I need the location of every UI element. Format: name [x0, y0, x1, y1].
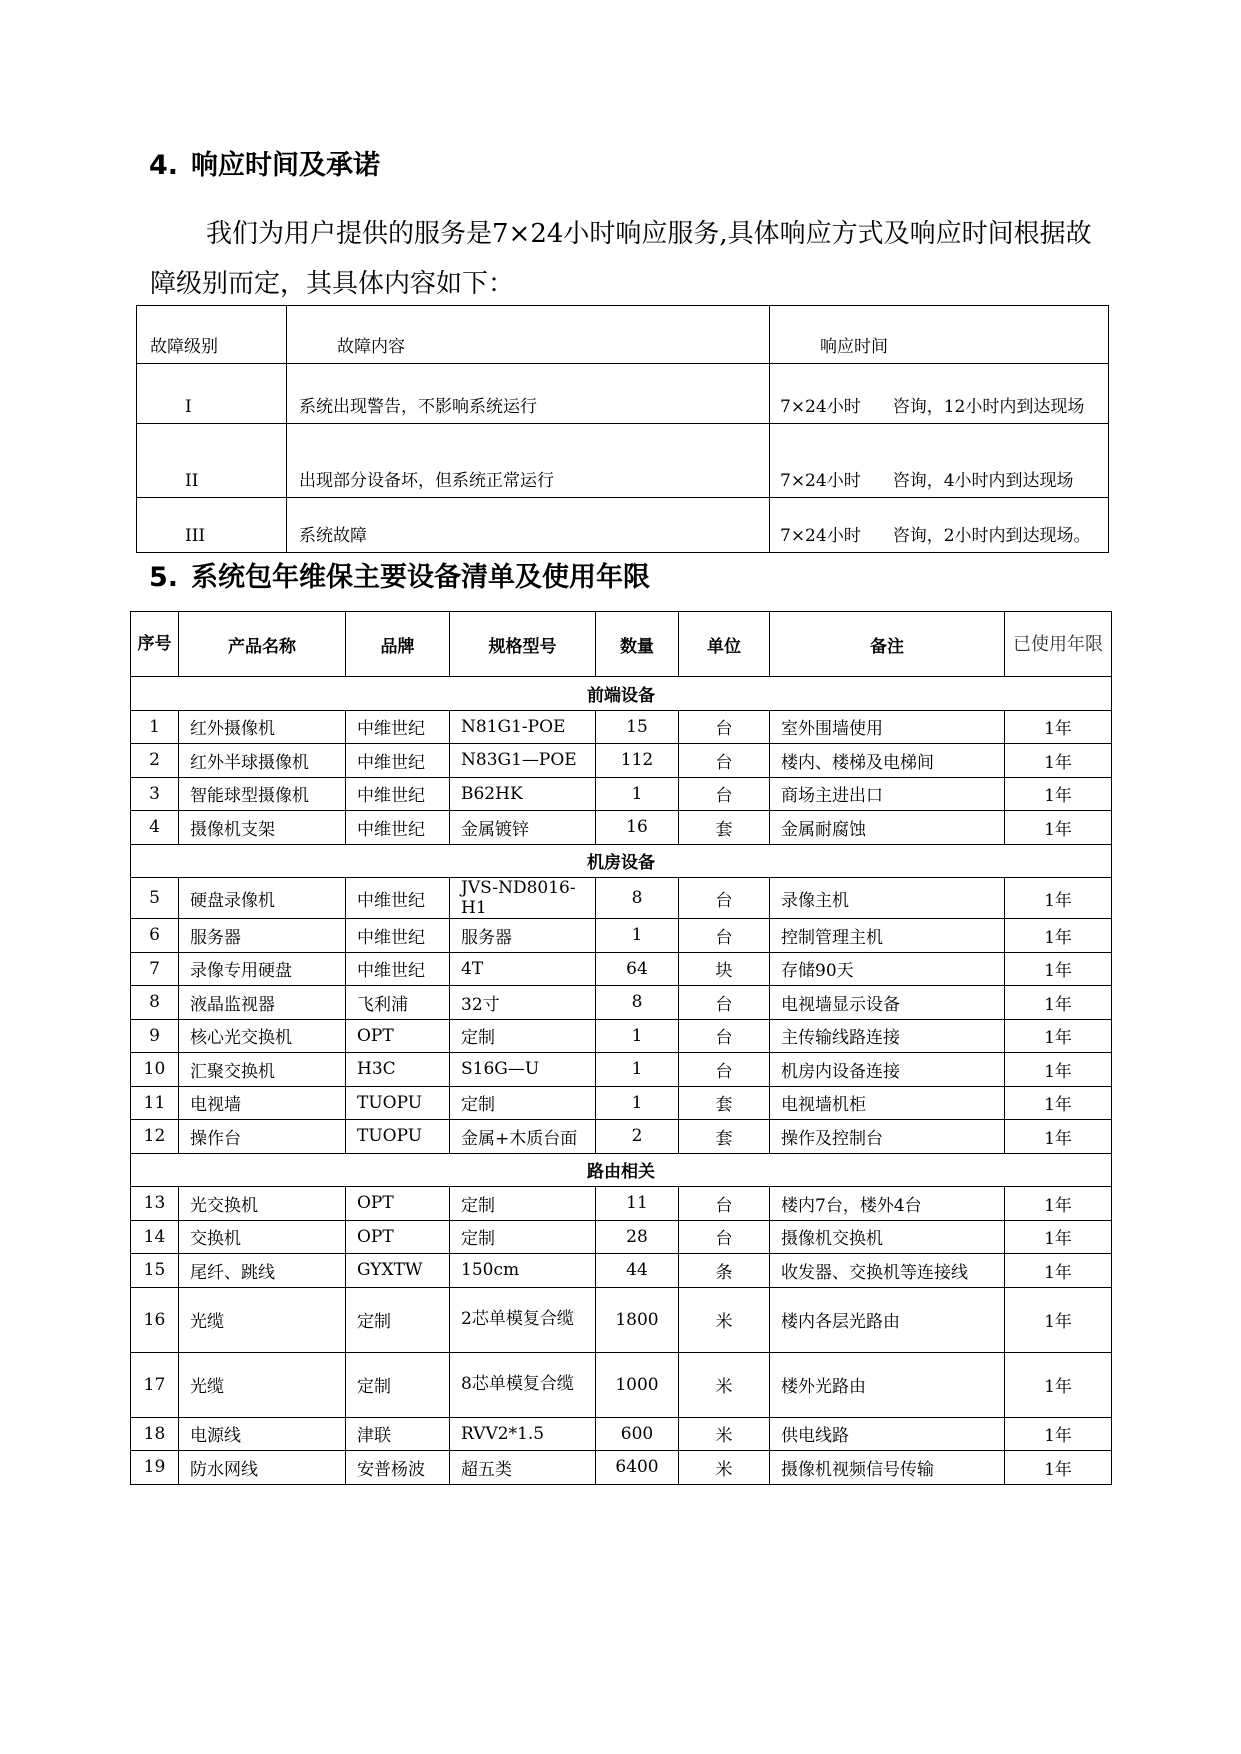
model-spec: RVV2*1.5 — [450, 1417, 596, 1451]
years-used: 1年 — [1005, 1220, 1112, 1254]
serial-no: 19 — [131, 1451, 179, 1485]
brand: 定制 — [346, 1352, 450, 1417]
response-hours: 7×24小时 — [780, 526, 861, 546]
quantity: 16 — [596, 811, 679, 845]
response-time-cell — [770, 498, 1109, 553]
equipment-row — [131, 777, 1112, 811]
equipment-section-row — [131, 1153, 1112, 1187]
quantity: 1 — [596, 1086, 679, 1120]
fault-level: I — [137, 364, 287, 424]
remark: 收发器、交换机等连接线 — [770, 1254, 1005, 1288]
years-used: 1年 — [1005, 1086, 1112, 1120]
product-name: 防水网线 — [179, 1451, 346, 1485]
unit: 台 — [679, 1187, 770, 1221]
equipment-table-header — [131, 612, 1112, 677]
years-used: 1年 — [1005, 710, 1112, 744]
section-5-heading — [149, 555, 650, 594]
section-4-heading — [149, 143, 380, 182]
section-4-number: 4. — [149, 150, 179, 181]
serial-no: 4 — [131, 811, 179, 845]
unit: 条 — [679, 1254, 770, 1288]
unit: 台 — [679, 1220, 770, 1254]
remark: 存储90天 — [770, 952, 1005, 986]
section-4-intro: 我们为用户提供的服务是7×24小时响应服务,具体响应方式及响应时间根据故障级别而定，其具体内容如下： — [150, 219, 1092, 299]
model-spec: 服务器 — [450, 919, 596, 953]
brand: GYXTW — [346, 1254, 450, 1288]
remark: 操作及控制台 — [770, 1120, 1005, 1154]
years-used: 1年 — [1005, 919, 1112, 953]
brand: TUOPU — [346, 1120, 450, 1154]
model-spec: 定制 — [450, 1187, 596, 1221]
product-name: 光交换机 — [179, 1187, 346, 1221]
equipment-row — [131, 1220, 1112, 1254]
equipment-row — [131, 744, 1112, 778]
product-name: 光缆 — [179, 1352, 346, 1417]
product-name: 智能球型摄像机 — [179, 777, 346, 811]
serial-no: 9 — [131, 1019, 179, 1053]
unit: 米 — [679, 1287, 770, 1352]
remark: 录像主机 — [770, 878, 1005, 919]
product-name: 操作台 — [179, 1120, 346, 1154]
quantity: 1 — [596, 1053, 679, 1087]
brand: OPT — [346, 1220, 450, 1254]
response-time-table — [136, 305, 1109, 553]
serial-no: 11 — [131, 1086, 179, 1120]
years-used: 1年 — [1005, 986, 1112, 1020]
years-used: 1年 — [1005, 1254, 1112, 1288]
unit: 米 — [679, 1352, 770, 1417]
years-used: 1年 — [1005, 1187, 1112, 1221]
unit: 套 — [679, 811, 770, 845]
serial-no: 15 — [131, 1254, 179, 1288]
equipment-row — [131, 1187, 1112, 1221]
header-quantity: 数量 — [596, 612, 679, 677]
fault-content: 系统故障 — [287, 498, 770, 553]
years-used: 1年 — [1005, 1352, 1112, 1417]
quantity: 112 — [596, 744, 679, 778]
brand: 中维世纪 — [346, 952, 450, 986]
equipment-table — [130, 611, 1112, 1485]
response-row — [137, 498, 1109, 553]
section-5-title: 系统包年维保主要设备清单及使用年限 — [191, 562, 650, 593]
product-name: 核心光交换机 — [179, 1019, 346, 1053]
remark: 商场主进出口 — [770, 777, 1005, 811]
brand: H3C — [346, 1053, 450, 1087]
product-name: 红外摄像机 — [179, 710, 346, 744]
brand: TUOPU — [346, 1086, 450, 1120]
model-spec: B62HK — [450, 777, 596, 811]
header-unit: 单位 — [679, 612, 770, 677]
quantity: 2 — [596, 1120, 679, 1154]
response-time-cell — [770, 364, 1109, 424]
remark: 摄像机视频信号传输 — [770, 1451, 1005, 1485]
product-name: 摄像机支架 — [179, 811, 346, 845]
response-row — [137, 424, 1109, 498]
unit: 台 — [679, 777, 770, 811]
response-row — [137, 364, 1109, 424]
header-serial-no: 序号 — [131, 612, 179, 677]
unit: 台 — [679, 986, 770, 1020]
brand: 安普杨波 — [346, 1451, 450, 1485]
years-used: 1年 — [1005, 777, 1112, 811]
unit: 套 — [679, 1120, 770, 1154]
serial-no: 14 — [131, 1220, 179, 1254]
equipment-row — [131, 1120, 1112, 1154]
quantity: 1000 — [596, 1352, 679, 1417]
model-spec: 定制 — [450, 1019, 596, 1053]
serial-no: 5 — [131, 878, 179, 919]
years-used: 1年 — [1005, 1417, 1112, 1451]
brand: 津联 — [346, 1417, 450, 1451]
remark: 电视墙机柜 — [770, 1086, 1005, 1120]
quantity: 8 — [596, 878, 679, 919]
equipment-row — [131, 1019, 1112, 1053]
unit: 台 — [679, 710, 770, 744]
model-spec: JVS-ND8016-H1 — [450, 878, 596, 919]
product-name: 电视墙 — [179, 1086, 346, 1120]
equipment-row — [131, 1417, 1112, 1451]
model-spec: 金属镀锌 — [450, 811, 596, 845]
quantity: 1800 — [596, 1287, 679, 1352]
product-name: 录像专用硬盘 — [179, 952, 346, 986]
response-commitment: 咨询，2小时内到达现场。 — [892, 526, 1091, 546]
fault-level: II — [137, 424, 287, 498]
equipment-section-row — [131, 844, 1112, 878]
remark: 控制管理主机 — [770, 919, 1005, 953]
section-title: 机房设备 — [131, 844, 1112, 878]
model-spec: 定制 — [450, 1220, 596, 1254]
equipment-row — [131, 1287, 1112, 1352]
years-used: 1年 — [1005, 744, 1112, 778]
header-model-spec: 规格型号 — [450, 612, 596, 677]
equipment-row — [131, 1086, 1112, 1120]
response-table-header — [137, 306, 1109, 364]
unit: 套 — [679, 1086, 770, 1120]
quantity: 1 — [596, 1019, 679, 1053]
product-name: 硬盘录像机 — [179, 878, 346, 919]
serial-no: 1 — [131, 710, 179, 744]
product-name: 电源线 — [179, 1417, 346, 1451]
brand: OPT — [346, 1187, 450, 1221]
product-name: 汇聚交换机 — [179, 1053, 346, 1087]
section-5-number: 5. — [149, 562, 179, 593]
header-product-name: 产品名称 — [179, 612, 346, 677]
product-name: 服务器 — [179, 919, 346, 953]
years-used: 1年 — [1005, 1287, 1112, 1352]
unit: 台 — [679, 878, 770, 919]
product-name: 液晶监视器 — [179, 986, 346, 1020]
remark: 金属耐腐蚀 — [770, 811, 1005, 845]
equipment-row — [131, 952, 1112, 986]
equipment-section-row — [131, 677, 1112, 711]
remark: 楼内各层光路由 — [770, 1287, 1005, 1352]
equipment-row — [131, 986, 1112, 1020]
brand: 中维世纪 — [346, 919, 450, 953]
serial-no: 8 — [131, 986, 179, 1020]
equipment-row — [131, 1053, 1112, 1087]
section-title: 路由相关 — [131, 1153, 1112, 1187]
header-fault-level: 故障级别 — [137, 306, 287, 364]
serial-no: 2 — [131, 744, 179, 778]
equipment-row — [131, 811, 1112, 845]
unit: 米 — [679, 1451, 770, 1485]
model-spec: N81G1-POE — [450, 710, 596, 744]
years-used: 1年 — [1005, 1451, 1112, 1485]
model-spec: 8芯单模复合缆 — [450, 1352, 596, 1417]
quantity: 6400 — [596, 1451, 679, 1485]
response-time-cell — [770, 424, 1109, 498]
fault-content: 系统出现警告，不影响系统运行 — [287, 364, 770, 424]
remark: 电视墙显示设备 — [770, 986, 1005, 1020]
years-used: 1年 — [1005, 952, 1112, 986]
remark: 室外围墙使用 — [770, 710, 1005, 744]
model-spec: 2芯单模复合缆 — [450, 1287, 596, 1352]
response-hours: 7×24小时 — [780, 397, 861, 417]
model-spec: 金属+木质台面 — [450, 1120, 596, 1154]
quantity: 28 — [596, 1220, 679, 1254]
unit: 米 — [679, 1417, 770, 1451]
response-hours: 7×24小时 — [780, 471, 861, 491]
header-years-used: 已使用年限 — [1005, 612, 1112, 677]
unit: 块 — [679, 952, 770, 986]
brand: 中维世纪 — [346, 710, 450, 744]
remark: 楼外光路由 — [770, 1352, 1005, 1417]
equipment-row — [131, 878, 1112, 919]
product-name: 光缆 — [179, 1287, 346, 1352]
brand: 中维世纪 — [346, 777, 450, 811]
header-remark: 备注 — [770, 612, 1005, 677]
unit: 台 — [679, 1053, 770, 1087]
header-fault-content: 故障内容 — [287, 306, 770, 364]
serial-no: 3 — [131, 777, 179, 811]
model-spec: S16G—U — [450, 1053, 596, 1087]
model-spec: 超五类 — [450, 1451, 596, 1485]
unit: 台 — [679, 744, 770, 778]
product-name: 尾纤、跳线 — [179, 1254, 346, 1288]
serial-no: 6 — [131, 919, 179, 953]
remark: 主传输线路连接 — [770, 1019, 1005, 1053]
serial-no: 17 — [131, 1352, 179, 1417]
remark: 楼内7台，楼外4台 — [770, 1187, 1005, 1221]
unit: 台 — [679, 919, 770, 953]
quantity: 64 — [596, 952, 679, 986]
header-response-time: 响应时间 — [770, 306, 1109, 364]
unit: 台 — [679, 1019, 770, 1053]
years-used: 1年 — [1005, 878, 1112, 919]
model-spec: 32寸 — [450, 986, 596, 1020]
remark: 摄像机交换机 — [770, 1220, 1005, 1254]
quantity: 1 — [596, 777, 679, 811]
remark: 机房内设备连接 — [770, 1053, 1005, 1087]
section-4-title: 响应时间及承诺 — [191, 150, 380, 181]
fault-content: 出现部分设备坏，但系统正常运行 — [287, 424, 770, 498]
equipment-row — [131, 919, 1112, 953]
remark: 楼内、楼梯及电梯间 — [770, 744, 1005, 778]
quantity: 8 — [596, 986, 679, 1020]
remark: 供电线路 — [770, 1417, 1005, 1451]
equipment-row — [131, 1352, 1112, 1417]
brand: 定制 — [346, 1287, 450, 1352]
model-spec: 定制 — [450, 1086, 596, 1120]
brand: 飞利浦 — [346, 986, 450, 1020]
serial-no: 18 — [131, 1417, 179, 1451]
response-commitment: 咨询，12小时内到达现场 — [892, 397, 1085, 417]
quantity: 44 — [596, 1254, 679, 1288]
equipment-row — [131, 1254, 1112, 1288]
brand: 中维世纪 — [346, 811, 450, 845]
product-name: 红外半球摄像机 — [179, 744, 346, 778]
header-brand: 品牌 — [346, 612, 450, 677]
brand: 中维世纪 — [346, 744, 450, 778]
product-name: 交换机 — [179, 1220, 346, 1254]
response-commitment: 咨询，4小时内到达现场 — [892, 471, 1074, 491]
serial-no: 16 — [131, 1287, 179, 1352]
quantity: 11 — [596, 1187, 679, 1221]
serial-no: 10 — [131, 1053, 179, 1087]
quantity: 1 — [596, 919, 679, 953]
years-used: 1年 — [1005, 1053, 1112, 1087]
brand: OPT — [346, 1019, 450, 1053]
equipment-row — [131, 1451, 1112, 1485]
brand: 中维世纪 — [346, 878, 450, 919]
model-spec: 4T — [450, 952, 596, 986]
section-title: 前端设备 — [131, 677, 1112, 711]
years-used: 1年 — [1005, 1120, 1112, 1154]
serial-no: 7 — [131, 952, 179, 986]
serial-no: 13 — [131, 1187, 179, 1221]
model-spec: 150cm — [450, 1254, 596, 1288]
model-spec: N83G1—POE — [450, 744, 596, 778]
serial-no: 12 — [131, 1120, 179, 1154]
years-used: 1年 — [1005, 811, 1112, 845]
quantity: 15 — [596, 710, 679, 744]
fault-level: III — [137, 498, 287, 553]
equipment-row — [131, 710, 1112, 744]
quantity: 600 — [596, 1417, 679, 1451]
years-used: 1年 — [1005, 1019, 1112, 1053]
